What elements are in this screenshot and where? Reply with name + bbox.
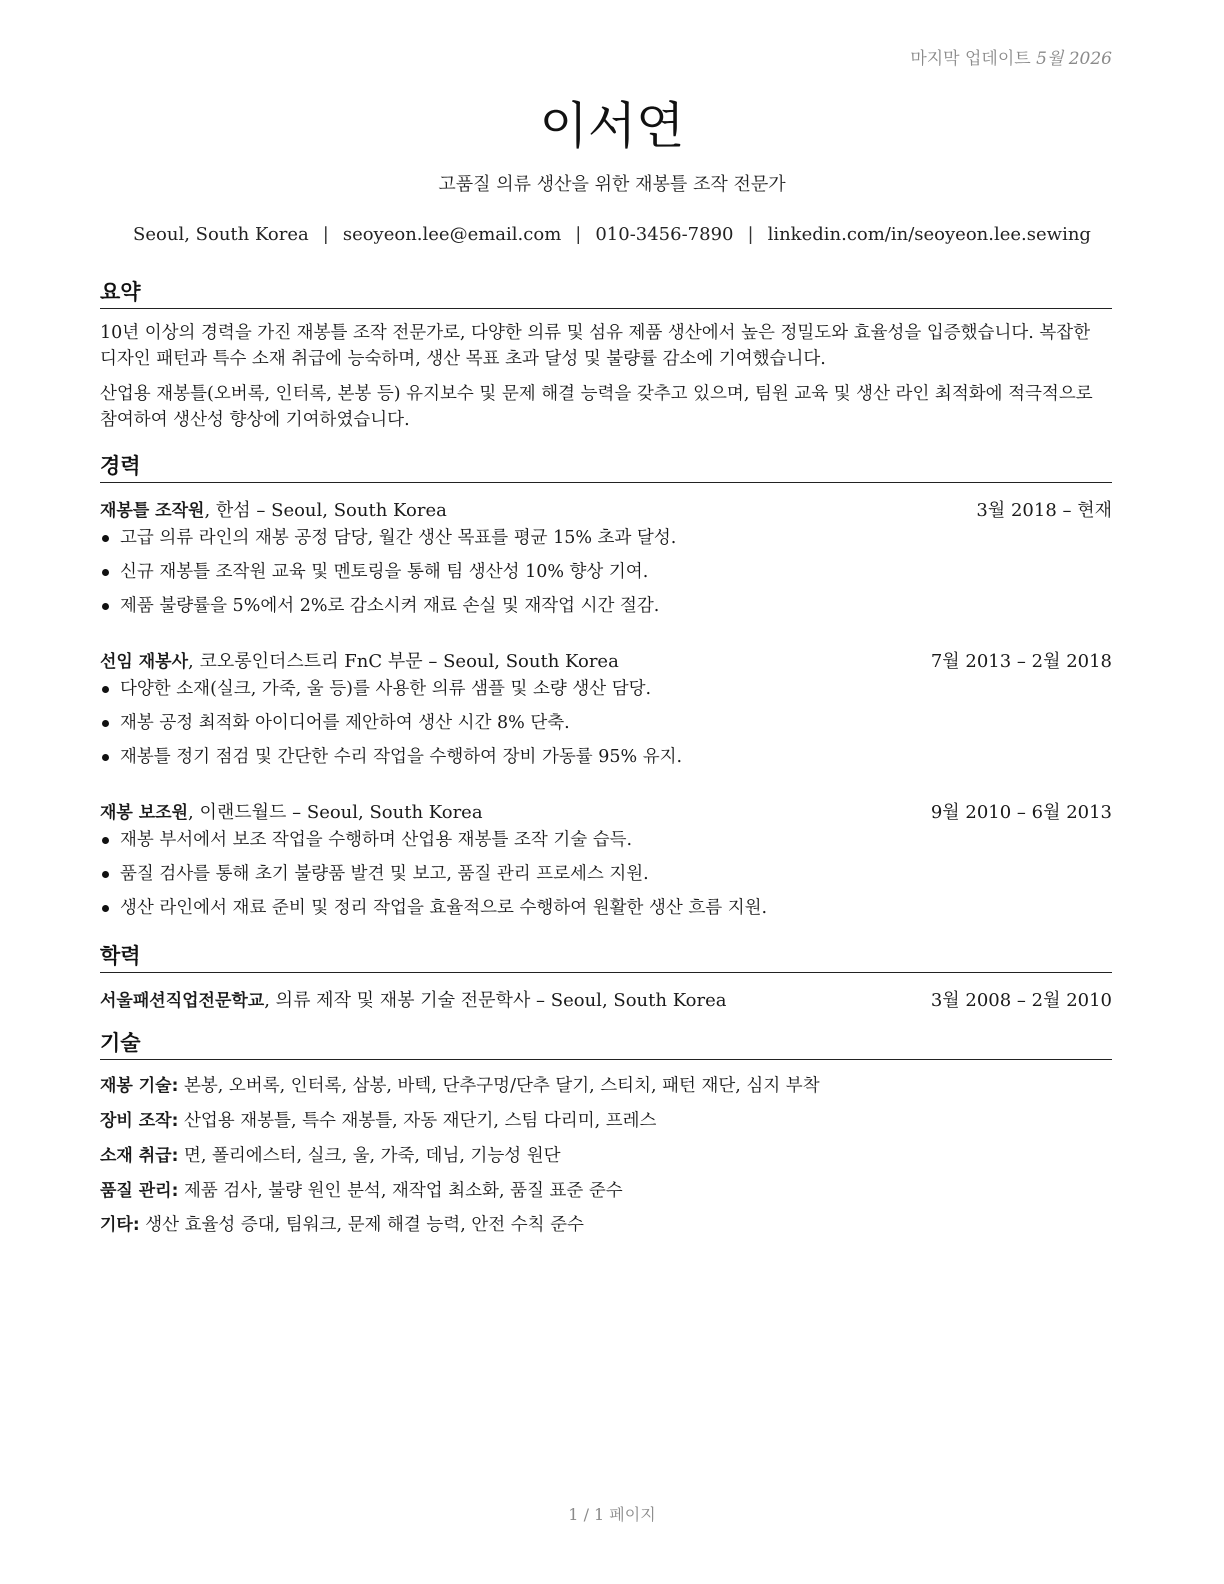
job-org: , 한섬 – Seoul, South Korea — [204, 500, 447, 521]
list-item: 고급 의류 라인의 재봉 공정 담당, 월간 생산 목표를 평균 15% 초과 달성. — [100, 521, 1112, 555]
section-heading-education: 학력 — [100, 940, 1112, 973]
skill-value: 본봉, 오버록, 인터록, 삼봉, 바텍, 단추구멍/단추 달기, 스티치, 패턴 재단, 심지 부착 — [178, 1076, 820, 1096]
job-title-org — [100, 798, 483, 824]
job-bullets — [100, 672, 1112, 774]
list-item: 다양한 소재(실크, 가죽, 울 등)를 사용한 의류 샘플 및 소량 생산 담당. — [100, 672, 1112, 706]
job-bullets — [100, 823, 1112, 925]
list-item: 생산 라인에서 재료 준비 및 정리 작업을 효율적으로 수행하여 원활한 생산 흐름 지원. — [100, 891, 1112, 925]
candidate-tagline: 고품질 의류 생산을 위한 재봉틀 조작 전문가 — [438, 174, 786, 195]
contact-location: Seoul, South Korea — [133, 224, 309, 245]
skill-value: 면, 폴리에스터, 실크, 울, 가죽, 데님, 기능성 원단 — [178, 1146, 561, 1166]
list-item: 제품 불량률을 5%에서 2%로 감소시켜 재료 손실 및 재작업 시간 절감. — [100, 589, 1112, 623]
skill-row — [100, 1106, 1112, 1132]
education-school: 서울패션직업전문학교 — [100, 991, 265, 1011]
job-org: , 이랜드월드 – Seoul, South Korea — [188, 802, 483, 823]
job-title: 선임 재봉사 — [100, 652, 189, 672]
job-header — [100, 798, 1112, 824]
education-school-detail — [100, 986, 726, 1012]
job-header — [100, 647, 1112, 673]
skill-label: 장비 조작: — [100, 1111, 179, 1131]
skill-value: 생산 효율성 증대, 팀워크, 문제 해결 능력, 안전 수칙 준수 — [139, 1215, 584, 1235]
summary-paragraph: 산업용 재봉틀(오버록, 인터록, 본봉 등) 유지보수 및 문제 해결 능력을 갖추고 있으며, 팀원 교육 및 생산 라인 최적화에 적극적으로 참여하여 생산성 향상에 기여하였습니다. — [100, 384, 1093, 430]
education-dates: 3월 2008 – 2월 2010 — [930, 990, 1112, 1011]
last-updated-date: 5월 2026 — [1036, 49, 1112, 69]
education-detail: , 의류 제작 및 재봉 기술 전문학사 – Seoul, South Korea — [264, 990, 727, 1011]
contact-separator: | — [322, 224, 329, 245]
job-title: 재봉틀 조작원 — [100, 501, 205, 521]
list-item: 신규 재봉틀 조작원 교육 및 멘토링을 통해 팀 생산성 10% 향상 기여. — [100, 555, 1112, 589]
contact-separator: | — [575, 224, 582, 245]
contact-email[interactable]: seoyeon.lee@email.com — [342, 224, 562, 245]
education-entry — [100, 986, 1112, 1012]
job-org: , 코오롱인더스트리 FnC 부문 – Seoul, South Korea — [188, 651, 619, 672]
skill-label: 재봉 기술: — [100, 1076, 179, 1096]
list-item: 재봉 공정 최적화 아이디어를 제안하여 생산 시간 8% 단축. — [100, 706, 1112, 740]
job-bullets — [100, 521, 1112, 623]
skill-value: 제품 검사, 불량 원인 분석, 재작업 최소화, 품질 표준 준수 — [178, 1181, 623, 1201]
summary-paragraph: 10년 이상의 경력을 가진 재봉틀 조작 전문가로, 다양한 의류 및 섬유 제품 생산에서 높은 정밀도와 효율성을 입증했습니다. 복잡한 디자인 패턴과 특수 소재 취급에 능숙하며, 생산 목표 초과 달성 및 불량률 감소에 기여했습니다. — [100, 323, 1091, 369]
skill-label: 소재 취급: — [100, 1146, 179, 1166]
job-header — [100, 496, 1112, 522]
contact-line — [0, 224, 1224, 245]
list-item: 재봉 부서에서 보조 작업을 수행하며 산업용 재봉틀 조작 기술 습득. — [100, 823, 1112, 857]
page-indicator: 1 / 1 페이지 — [568, 1505, 656, 1524]
contact-separator: | — [747, 224, 754, 245]
job-title-org — [100, 496, 447, 522]
job-dates: 7월 2013 – 2월 2018 — [930, 651, 1112, 672]
section-heading-summary: 요약 — [100, 276, 1112, 309]
section-heading-skills: 기술 — [100, 1027, 1112, 1060]
job-dates: 3월 2018 – 현재 — [976, 500, 1112, 521]
job-title: 재봉 보조원 — [100, 803, 189, 823]
last-updated — [910, 44, 1112, 69]
list-item: 품질 검사를 통해 초기 불량품 발견 및 보고, 품질 관리 프로세스 지원. — [100, 857, 1112, 891]
skill-row — [100, 1071, 1112, 1097]
skill-row — [100, 1141, 1112, 1167]
contact-phone: 010-3456-7890 — [595, 224, 734, 245]
contact-linkedin[interactable]: linkedin.com/in/seoyeon.lee.sewing — [767, 224, 1091, 245]
last-updated-label: 마지막 업데이트 — [910, 49, 1031, 69]
list-item: 재봉틀 정기 점검 및 간단한 수리 작업을 수행하여 장비 가동률 95% 유지. — [100, 740, 1112, 774]
job-title-org — [100, 647, 619, 673]
skill-row — [100, 1210, 1112, 1236]
skill-label: 기타: — [100, 1215, 140, 1235]
skill-row — [100, 1176, 1112, 1202]
job-dates: 9월 2010 – 6월 2013 — [930, 802, 1112, 823]
candidate-name: 이서연 — [539, 97, 685, 155]
skill-value: 산업용 재봉틀, 특수 재봉틀, 자동 재단기, 스팀 다리미, 프레스 — [178, 1111, 657, 1131]
section-heading-experience: 경력 — [100, 450, 1112, 483]
skill-label: 품질 관리: — [100, 1181, 179, 1201]
